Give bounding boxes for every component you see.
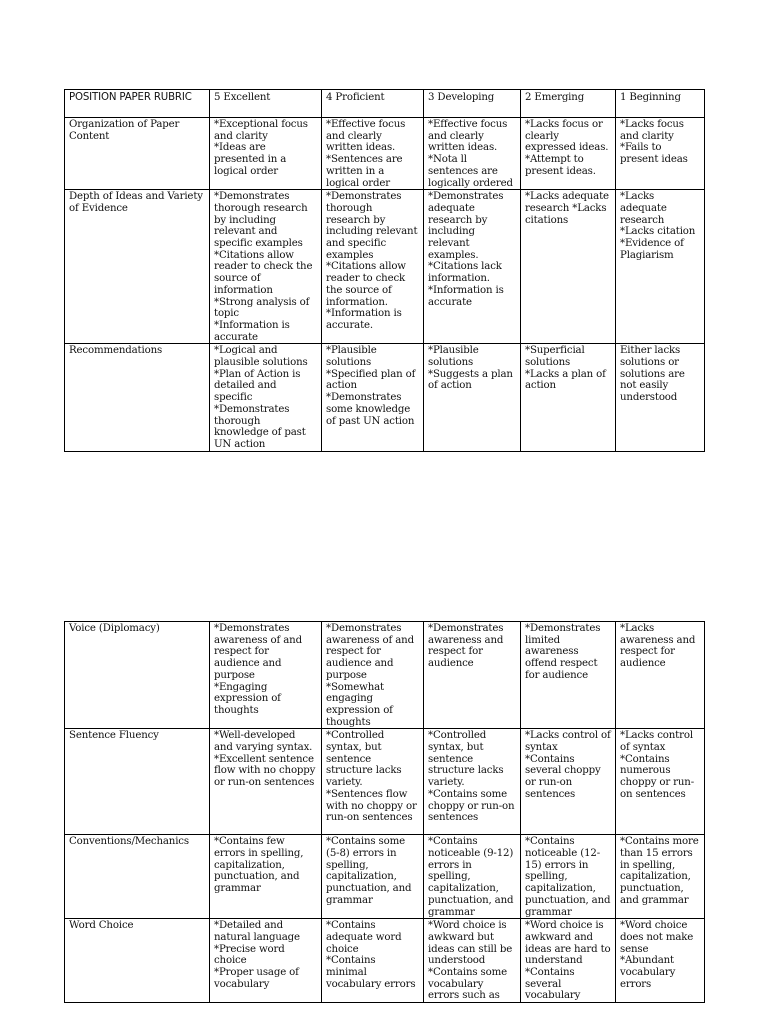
rubric-cell: *Demonstrates awareness and respect for audience (424, 622, 521, 729)
rubric-cell: *Word choice is awkward and ideas are hard to understand *Contains several vocabulary (521, 919, 616, 1003)
criterion-cell: Recommendations (65, 344, 210, 452)
table-row (65, 622, 705, 729)
rubric-cell: *Contains more than 15 errors in spelling, capitalization, punctuation, and grammar (616, 835, 705, 919)
rubric-cell: *Logical and plausible solutions *Plan of Action is detailed and specific *Demonstrates thorough knowledge of past UN action (210, 344, 322, 452)
rubric-cell: *Lacks control of syntax *Contains several choppy or run-on sentences (521, 729, 616, 835)
rubric-cell: *Superficial solutions *Lacks a plan of action (521, 344, 616, 452)
criterion-cell: Depth of Ideas and Variety of Evidence (65, 190, 210, 344)
rubric-cell: *Detailed and natural language *Precise word choice *Proper usage of vocabulary (210, 919, 322, 1003)
criterion-cell: Sentence Fluency (65, 729, 210, 835)
score-header-3: 3 Developing (424, 90, 521, 118)
score-header-1: 1 Beginning (616, 90, 705, 118)
rubric-cell: *Well-developed and varying syntax. *Excellent sentence flow with no choppy or run-on sentences (210, 729, 322, 835)
rubric-cell: *Demonstrates thorough research by including relevant and specific examples *Citations allow reader to check the source of information. *Information is accurate. (322, 190, 424, 344)
rubric-cell: *Lacks control of syntax *Contains numerous choppy or run-on sentences (616, 729, 705, 835)
rubric-cell: *Controlled syntax, but sentence structure lacks variety. *Contains some choppy or run-on sentences (424, 729, 521, 835)
rubric-table-2 (64, 621, 705, 1003)
rubric-cell: *Effective focus and clearly written ideas. *Nota ll sentences are logically ordered (424, 118, 521, 190)
table-row (65, 118, 705, 190)
score-header-5: 5 Excellent (210, 90, 322, 118)
rubric-cell: *Demonstrates limited awareness offend respect for audience (521, 622, 616, 729)
rubric-cell: *Plausible solutions *Specified plan of action *Demonstrates some knowledge of past UN action (322, 344, 424, 452)
table-row (65, 835, 705, 919)
rubric-cell: *Lacks adequate research *Lacks citation *Evidence of Plagiarism (616, 190, 705, 344)
rubric-cell: Either lacks solutions or solutions are not easily understood (616, 344, 705, 452)
rubric-cell: *Demonstrates awareness of and respect for audience and purpose *Engaging expression of thoughts (210, 622, 322, 729)
criterion-cell: Conventions/Mechanics (65, 835, 210, 919)
rubric-cell: *Lacks awareness and respect for audience (616, 622, 705, 729)
rubric-header-row (65, 90, 705, 118)
score-header-2: 2 Emerging (521, 90, 616, 118)
table-row (65, 729, 705, 835)
rubric-cell: *Exceptional focus and clarity *Ideas are presented in a logical order (210, 118, 322, 190)
criterion-cell: Voice (Diplomacy) (65, 622, 210, 729)
rubric-cell: *Lacks adequate research *Lacks citations (521, 190, 616, 344)
rubric-cell: *Effective focus and clearly written ideas. *Sentences are written in a logical order (322, 118, 424, 190)
rubric-cell: *Demonstrates adequate research by including relevant examples. *Citations lack information. *Information is accurate (424, 190, 521, 344)
rubric-cell: *Plausible solutions *Suggests a plan of action (424, 344, 521, 452)
criterion-cell: Word Choice (65, 919, 210, 1003)
score-header-4: 4 Proficient (322, 90, 424, 118)
rubric-cell: *Contains noticeable (12-15) errors in spelling, capitalization, punctuation, and grammar (521, 835, 616, 919)
rubric-cell: *Contains noticeable (9-12) errors in spelling, capitalization, punctuation, and grammar (424, 835, 521, 919)
rubric-cell: *Lacks focus and clarity *Fails to present ideas (616, 118, 705, 190)
table-row (65, 190, 705, 344)
rubric-cell: *Word choice is awkward but ideas can still be understood *Contains some vocabulary errors such as (424, 919, 521, 1003)
table-row (65, 919, 705, 1003)
rubric-cell: *Lacks focus or clearly expressed ideas. *Attempt to present ideas. (521, 118, 616, 190)
criterion-cell: Organization of Paper Content (65, 118, 210, 190)
rubric-cell: *Controlled syntax, but sentence structure lacks variety. *Sentences flow with no choppy or run-on sentences (322, 729, 424, 835)
rubric-table-1 (64, 89, 705, 452)
rubric-cell: *Demonstrates thorough research by including relevant and specific examples *Citations allow reader to check the source of information *Strong analysis of topic *Information is accurate (210, 190, 322, 344)
rubric-cell: *Contains adequate word choice *Contains minimal vocabulary errors (322, 919, 424, 1003)
rubric-cell: *Word choice does not make sense *Abundant vocabulary errors (616, 919, 705, 1003)
rubric-cell: *Contains few errors in spelling, capitalization, punctuation, and grammar (210, 835, 322, 919)
rubric-cell: *Demonstrates awareness of and respect for audience and purpose *Somewhat engaging expression of thoughts (322, 622, 424, 729)
table-row (65, 344, 705, 452)
rubric-title-cell: POSITION PAPER RUBRIC (65, 90, 210, 118)
rubric-cell: *Contains some (5-8) errors in spelling, capitalization, punctuation, and grammar (322, 835, 424, 919)
